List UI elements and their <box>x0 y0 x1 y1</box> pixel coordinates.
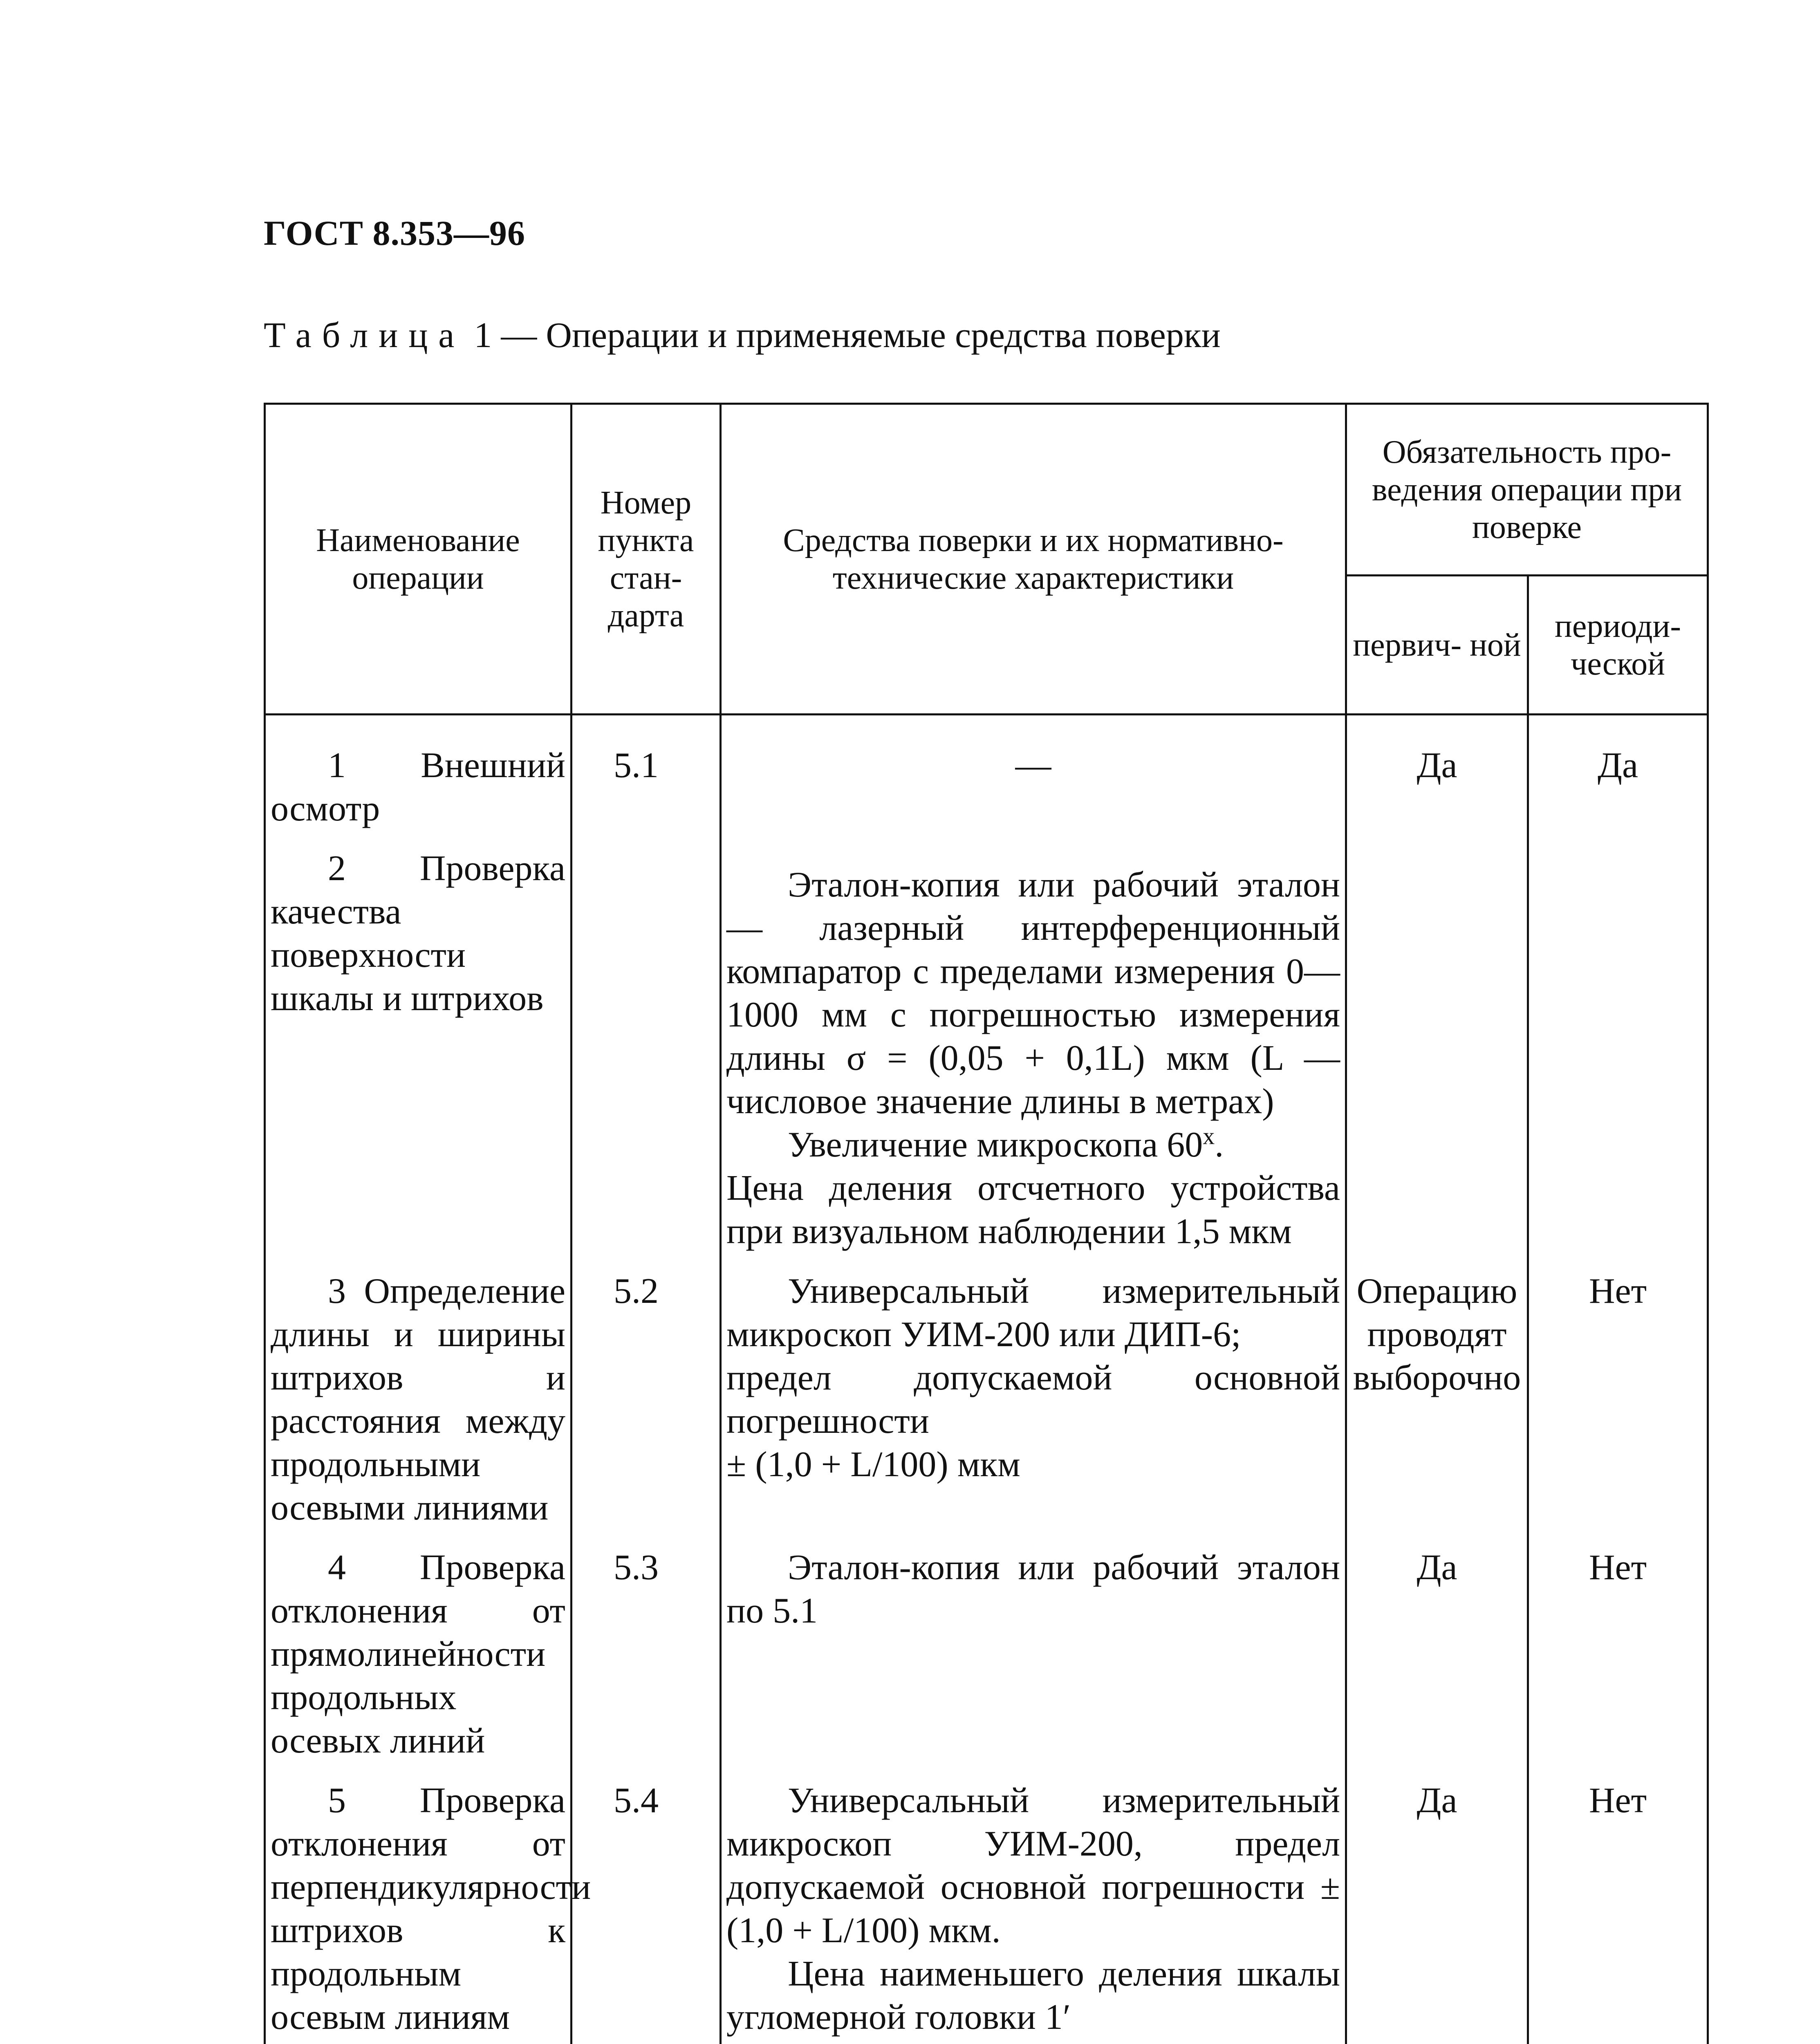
means-cell <box>721 1779 1346 2044</box>
table-caption <box>264 315 1221 356</box>
verification-operations-table <box>264 403 1709 2044</box>
means-cell <box>721 1270 1346 1546</box>
header-operation: Наименование операции <box>265 404 572 715</box>
means-text: предел допускаемой основной погрешности <box>726 1358 1340 1441</box>
means-text: — <box>1015 746 1051 785</box>
means-text: Универсальный измерительный микроскоп УИМ-200, предел допускаемой основной погрешности ± (1,0 + L/100) мкм. <box>726 1781 1340 1950</box>
periodic-cell: Да <box>1528 715 1708 847</box>
means-text: Цена наименьшего деления шкалы угломерной головки 1′ <box>726 1954 1340 2037</box>
magnification-text: Увеличение микроскопа 60 <box>788 1125 1203 1165</box>
verification-table-container <box>264 403 1707 2044</box>
primary-cell: Да <box>1346 715 1528 847</box>
table-caption-label: Таблица <box>264 316 465 355</box>
standard-designation: ГОСТ 8.353—96 <box>264 213 525 253</box>
operation-cell: 1 Внешний осмотр <box>265 715 572 847</box>
means-text: ± (1,0 + L/100) мкм <box>726 1445 1020 1484</box>
periodic-cell: Нет <box>1528 1779 1708 2044</box>
table-caption-number: 1 <box>474 316 492 355</box>
periodic-cell <box>1528 847 1708 1270</box>
means-text-magnification: Увеличение микроскопа $60^х$. <box>788 1123 1224 1165</box>
header-periodic: периоди- ческой <box>1528 576 1708 715</box>
means-text: Эталон-копия или рабочий эталон по 5.1 <box>726 1548 1340 1631</box>
means-cell <box>721 847 1346 1270</box>
header-mandatory: Обязательность про- ведения операции при поверке <box>1346 404 1708 576</box>
periodic-cell: Нет <box>1528 1546 1708 1779</box>
means-text: Универсальный измерительный микроскоп УИМ-200 или ДИП-6; <box>726 1271 1340 1354</box>
table-row <box>265 1270 1708 1546</box>
clause-cell <box>572 847 721 1270</box>
primary-cell: Да <box>1346 1779 1528 2044</box>
means-cell <box>721 1546 1346 1779</box>
table-caption-title: — Операции и применяемые средства поверки <box>501 316 1221 355</box>
operation-cell: 3 Определение длины и ширины штрихов и расстояния между продольными осевыми линиями <box>265 1270 572 1546</box>
clause-cell: 5.1 <box>572 715 721 847</box>
header-primary: первич- ной <box>1346 576 1528 715</box>
primary-cell <box>1346 847 1528 1270</box>
means-text: Эталон-копия или рабочий эталон — лазерный интерференционный компаратор с пределами измерения 0—1000 мм с погрешностью измерения длины σ = (0,05 + 0,1L) мкм (L — числовое значение длины в метрах) <box>726 865 1340 1121</box>
primary-cell: Да <box>1346 1546 1528 1779</box>
table-row <box>265 1779 1708 2044</box>
clause-cell: 5.4 <box>572 1779 721 2044</box>
header-means: Средства поверки и их нормативно- технические характеристики <box>721 404 1346 715</box>
primary-cell: Операцию проводят выборочно <box>1346 1270 1528 1546</box>
means-text: Цена деления отсчетного устройства при визуальном наблюдении 1,5 мкм <box>726 1168 1340 1251</box>
magnification-mark: х <box>1203 1123 1215 1150</box>
periodic-cell: Нет <box>1528 1270 1708 1546</box>
operation-cell: 5 Проверка отклонения от перпендикулярности штрихов к продольным осевым линиям <box>265 1779 572 2044</box>
table-row <box>265 1546 1708 1779</box>
header-clause: Номер пункта стан- дарта <box>572 404 721 715</box>
means-cell <box>721 715 1346 847</box>
operation-cell: 2 Проверка качества поверхности шкалы и штрихов <box>265 847 572 1270</box>
clause-cell: 5.2 <box>572 1270 721 1546</box>
table-row <box>265 715 1708 847</box>
clause-cell: 5.3 <box>572 1546 721 1779</box>
operation-cell: 4 Проверка отклонения от прямолинейности продольных осевых линий <box>265 1546 572 1779</box>
table-row <box>265 847 1708 1270</box>
